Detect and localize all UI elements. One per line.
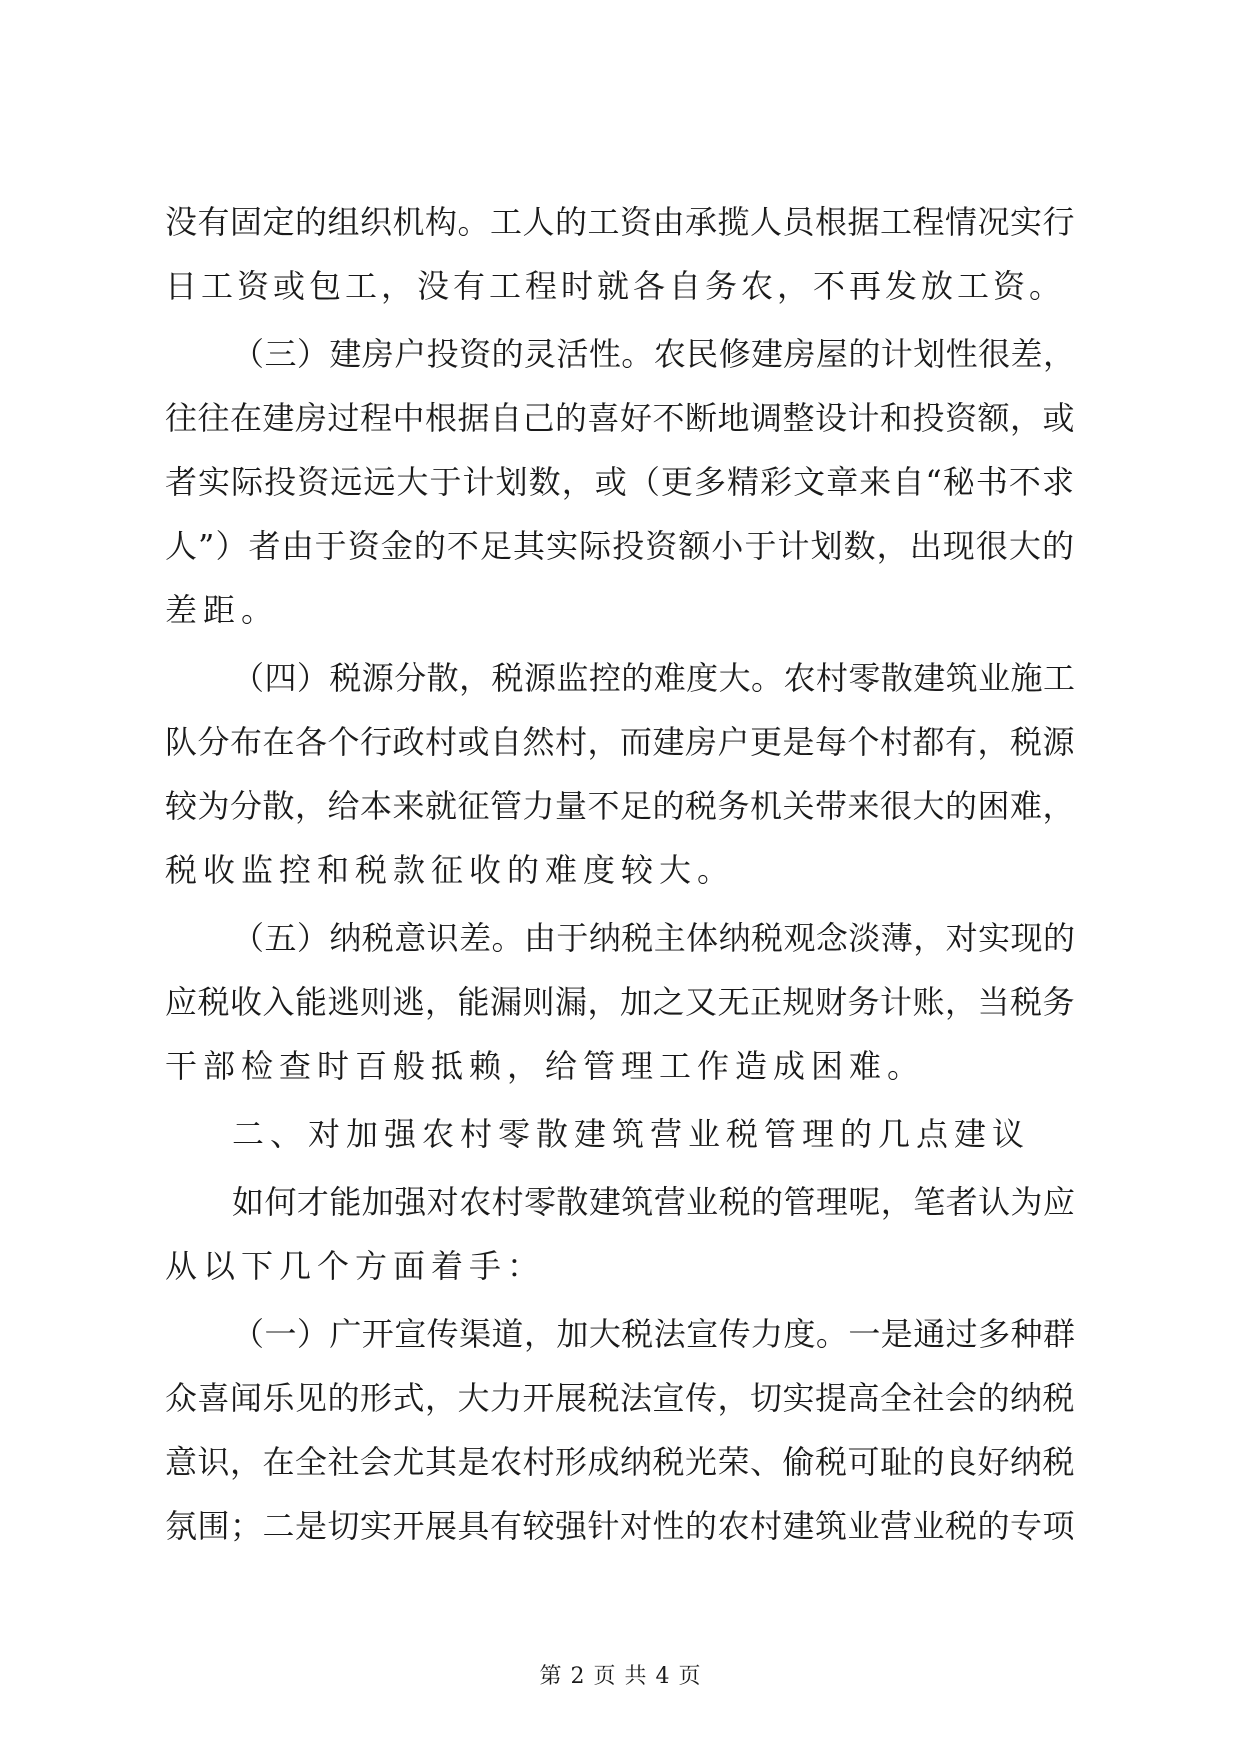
paragraph-start: 如何才能加强对农村零散建筑营业税的管理呢，笔者认为应 [232,1183,1075,1221]
text-line: 氛围；二是切实开展具有较强针对性的农村建筑业营业税的专项 [165,1507,1076,1545]
text-line: 往往在建房过程中根据自己的喜好不断地调整设计和投资额，或 [165,399,1076,437]
text-line: 者实际投资远远大于计划数，或（更多精彩文章来自“秘书不求 [165,463,1075,501]
text-line: 没有固定的组织机构。工人的工资由承揽人员根据工程情况实行 [165,203,1076,241]
text-line: 差距。 [165,591,280,629]
text-line: 意识，在全社会尤其是农村形成纳税光荣、偷税可耻的良好纳税 [165,1443,1076,1481]
page-number: 第 2 页 共 4 页 [539,1664,702,1689]
text-line: 人”）者由于资金的不足其实际投资额小于计划数，出现很大的 [165,527,1075,565]
section-heading: 二、对加强农村零散建筑营业税管理的几点建议 [232,1115,1031,1153]
text-line: 队分布在各个行政村或自然村，而建房户更是每个村都有，税源 [165,723,1076,761]
paragraph-heading: （五）纳税意识差。由于纳税主体纳税观念淡薄，对实现的 [232,919,1075,957]
paragraph-heading: （三）建房户投资的灵活性。农民修建房屋的计划性很差， [232,335,1075,373]
paragraph-heading: （一）广开宣传渠道，加大税法宣传力度。一是通过多种群 [232,1315,1075,1353]
text-line: 干部检查时百般抵赖，给管理工作造成困难。 [165,1047,926,1085]
text-line: 日工资或包工，没有工程时就各自务农，不再发放工资。 [165,267,1066,305]
text-line: 较为分散，给本来就征管力量不足的税务机关带来很大的困难， [165,787,1076,825]
text-line: 众喜闻乐见的形式，大力开展税法宣传，切实提高全社会的纳税 [165,1379,1076,1417]
text-line: 税收监控和税款征收的难度较大。 [165,851,736,889]
text-line: 从以下几个方面着手： [165,1247,546,1285]
paragraph-heading: （四）税源分散，税源监控的难度大。农村零散建筑业施工 [232,659,1075,697]
text-line: 应税收入能逃则逃，能漏则漏，加之又无正规财务计账，当税务 [165,983,1076,1021]
